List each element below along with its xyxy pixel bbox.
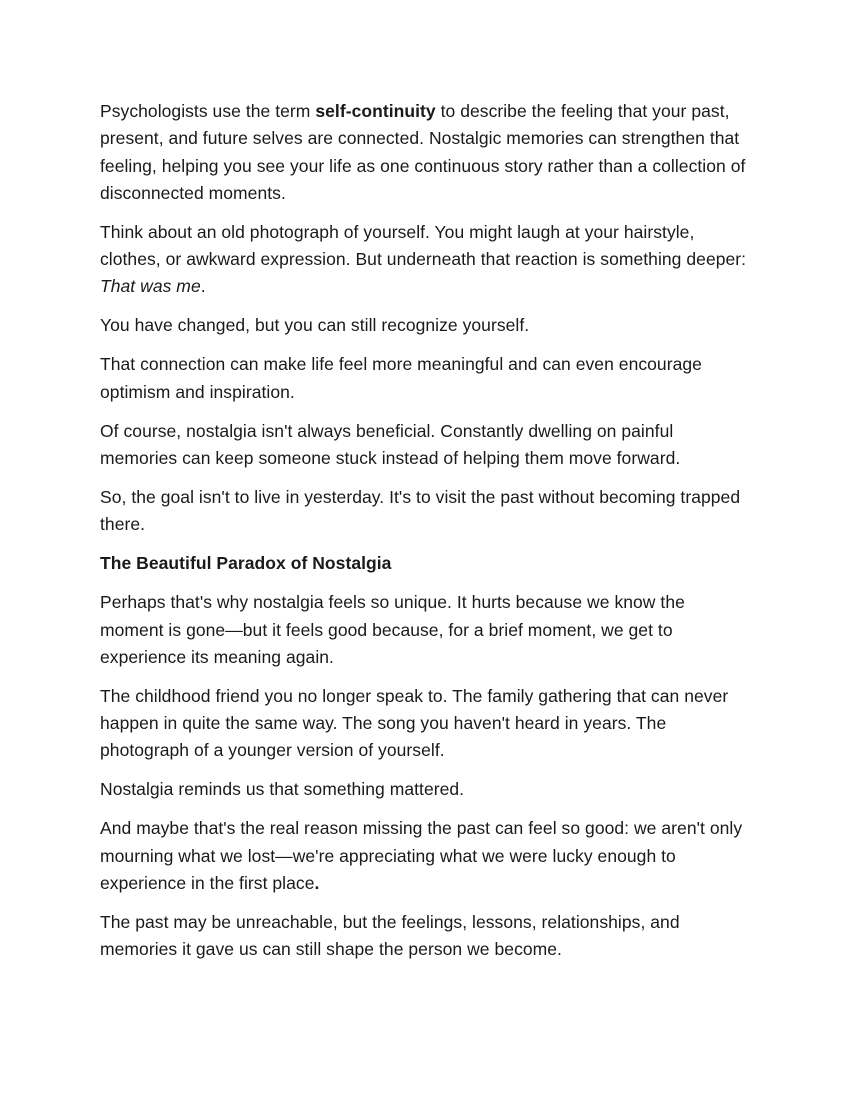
section-heading: The Beautiful Paradox of Nostalgia	[100, 553, 392, 574]
bold-period: .	[314, 873, 320, 893]
paragraph-self-continuity	[100, 98, 748, 207]
document-body	[100, 98, 748, 975]
paragraph-real-reason	[100, 815, 748, 897]
italic-emphasis: That was me	[100, 276, 201, 297]
paragraph-childhood-friend: The childhood friend you no longer speak to. The family gathering that can never happen in quite the same way. The song you haven't heard in years. The photograph of a younger version of yourself.	[100, 685, 729, 761]
paragraph-text: to describe the feeling that your past, present, and future selves are connected. Nostalgic memories can strengthen that feeling, helping you see your life as one continuous story rather than a collection of disconnected moments.	[100, 101, 746, 203]
paragraph-goal: So, the goal isn't to live in yesterday. It's to visit the past without becoming trapped there.	[100, 487, 741, 535]
paragraph-old-photograph	[100, 219, 748, 301]
paragraph-mattered: Nostalgia reminds us that something mattered.	[100, 779, 465, 800]
paragraph-connection: That connection can make life feel more meaningful and can even encourage optimism and inspiration.	[100, 354, 702, 402]
bold-term: self-continuity	[315, 101, 436, 121]
paragraph-changed: You have changed, but you can still recognize yourself.	[100, 315, 530, 336]
paragraph-text: And maybe that's the real reason missing the past can feel so good: we aren't only mourning what we lost—we're appreciating what we were lucky enough to experience in the first place	[100, 818, 743, 893]
paragraph-text: Psychologists use the term	[100, 101, 316, 121]
paragraph-text: .	[200, 276, 206, 297]
paragraph-text: Think about an old photograph of yourself. You might laugh at your hairstyle, clothes, or awkward expression. But underneath that reaction is something deeper:	[100, 221, 747, 270]
paragraph-unique: Perhaps that's why nostalgia feels so unique. It hurts because we know the moment is gone—but it feels good because, for a brief moment, we get to experience its meaning again.	[100, 592, 685, 667]
paragraph-not-beneficial: Of course, nostalgia isn't always beneficial. Constantly dwelling on painful memories can keep someone stuck instead of helping them move forward.	[100, 420, 681, 469]
paragraph-closing: The past may be unreachable, but the feelings, lessons, relationships, and memories it gave us can still shape the person we become.	[100, 911, 680, 960]
